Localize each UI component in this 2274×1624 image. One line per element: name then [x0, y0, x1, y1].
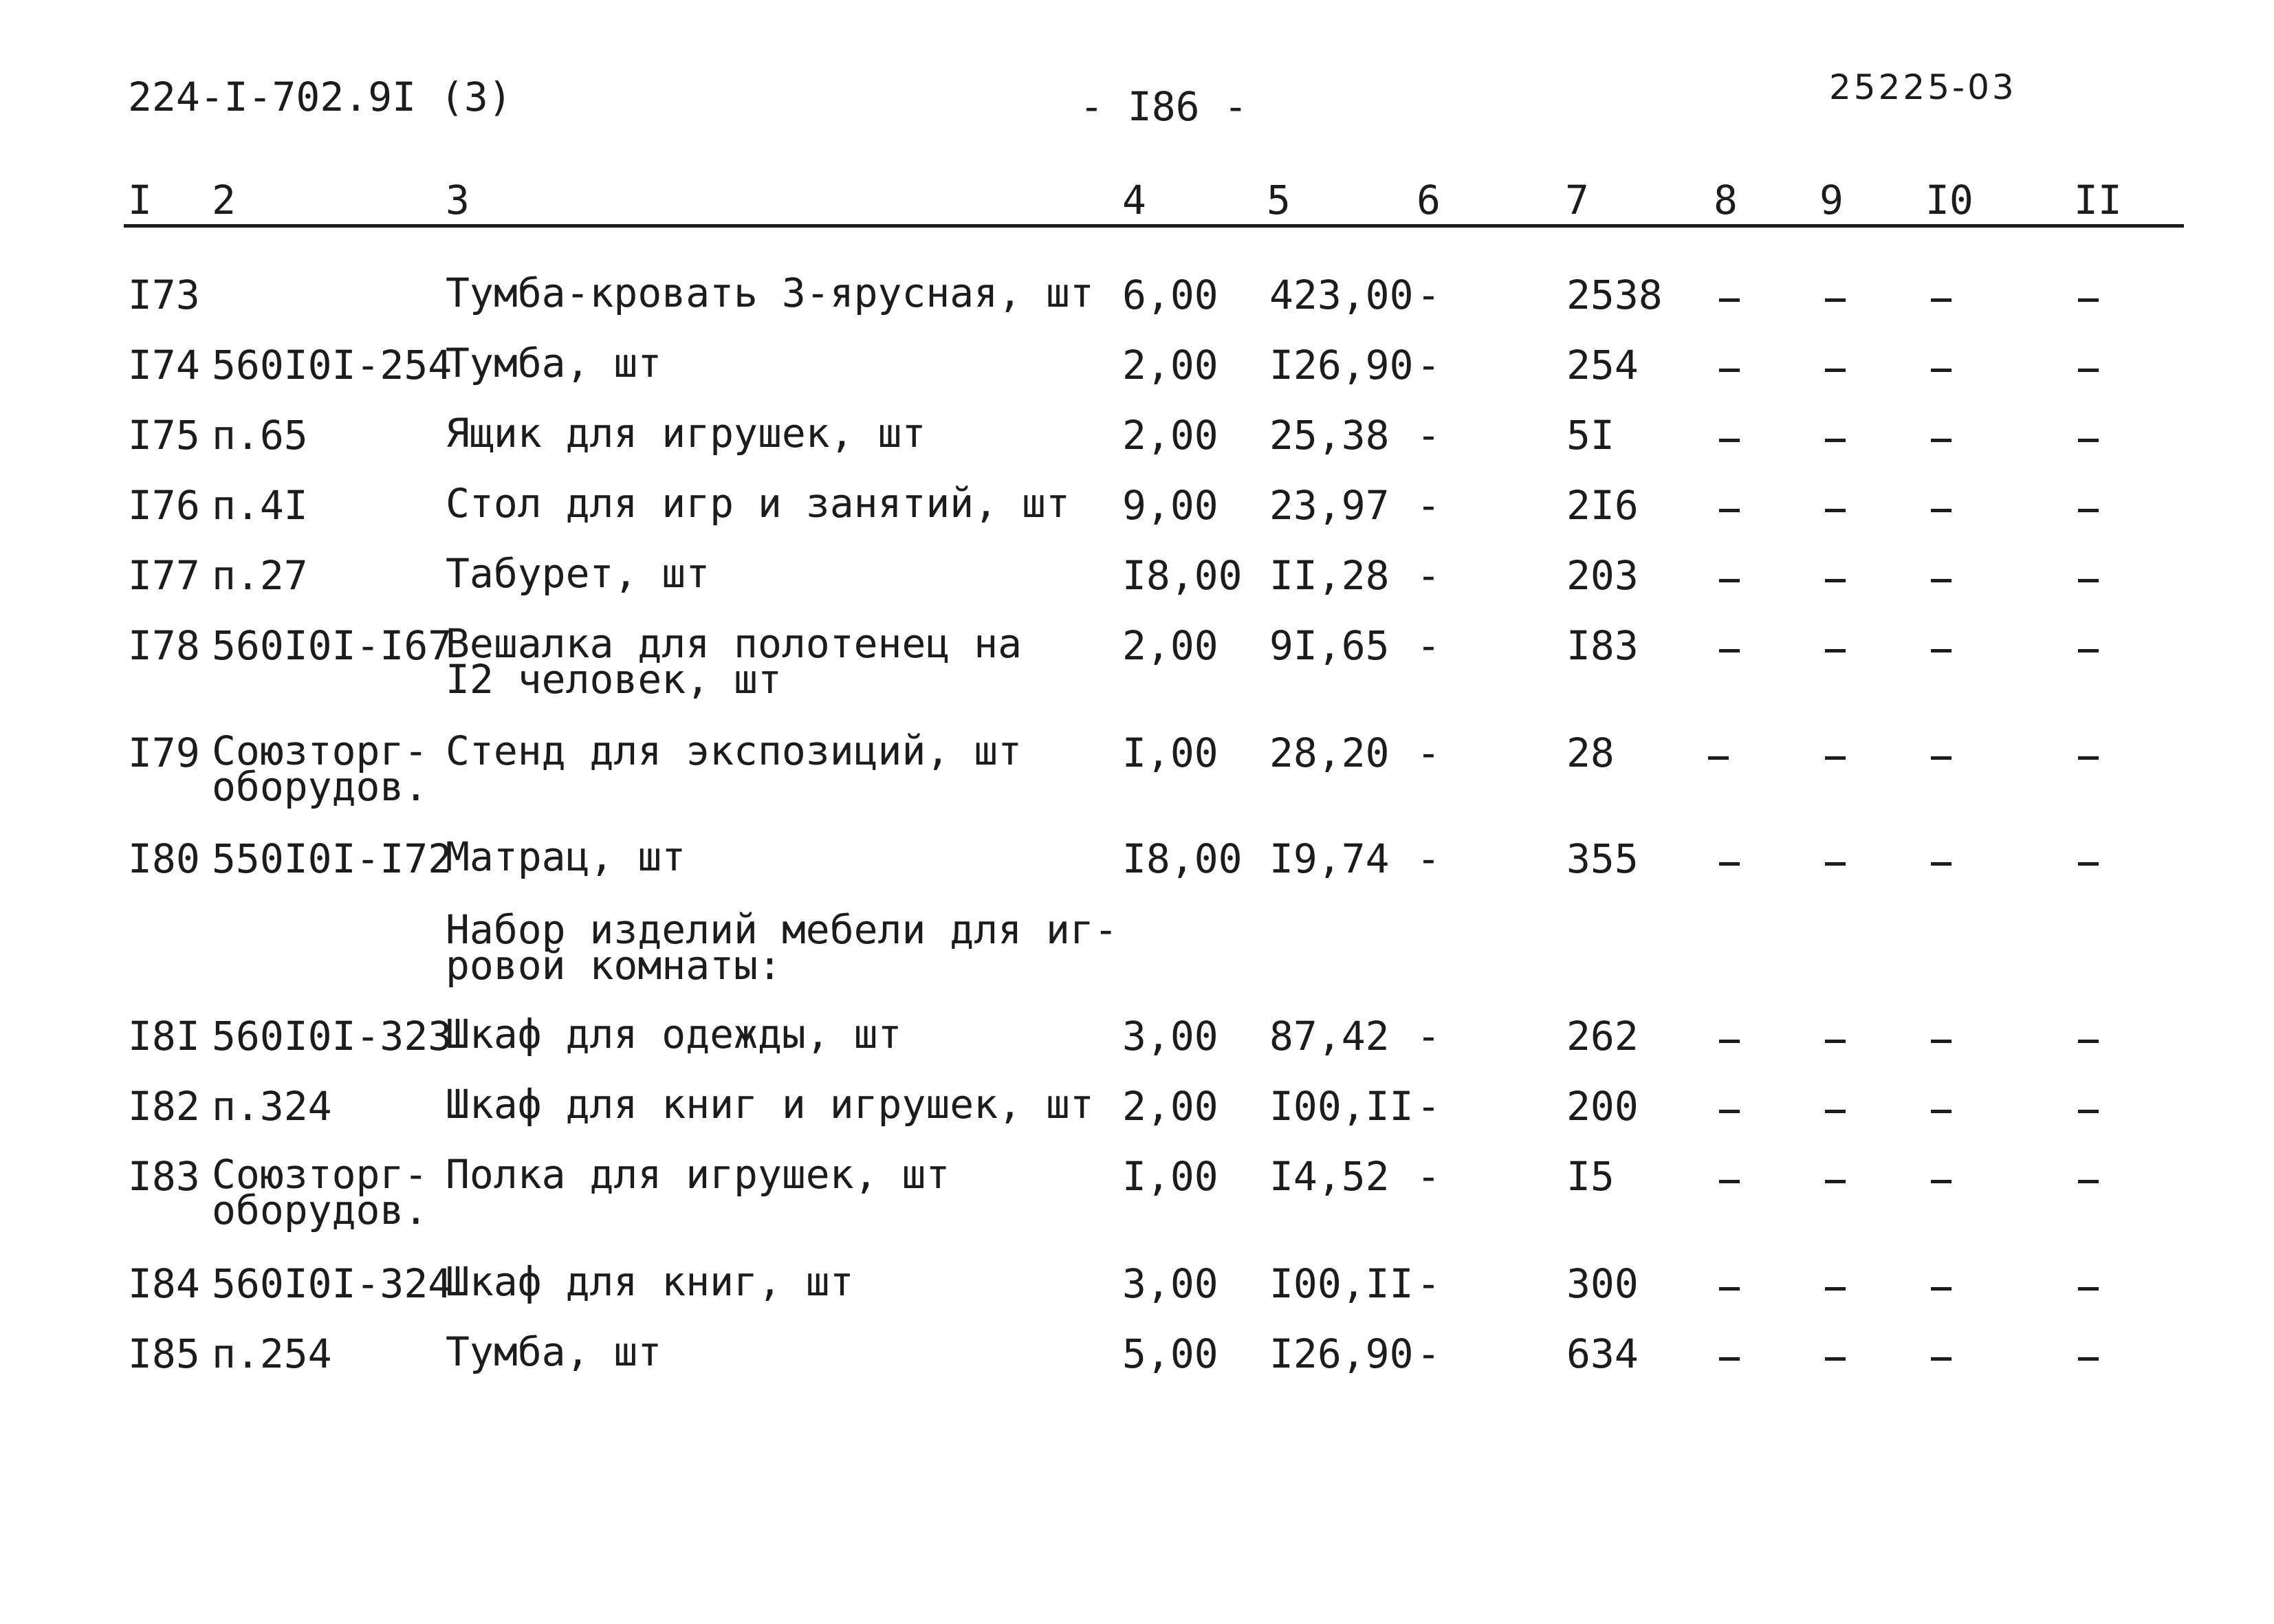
empty-dash [1825, 369, 1846, 372]
quantity: 9,00 [1122, 482, 1218, 529]
empty-dash [1825, 579, 1846, 582]
empty-dash [2078, 509, 2099, 512]
empty-dash [2078, 439, 2099, 442]
item-name: Стол для игр и занятий, шт [446, 480, 1070, 527]
total-cost: 634 [1566, 1330, 1639, 1377]
item-name: Шкаф для книг и игрушек, шт [446, 1081, 1094, 1128]
unit-price: 23,97 [1269, 482, 1390, 529]
item-name: Матрац, шт [446, 833, 686, 880]
total-cost: 28 [1566, 729, 1615, 776]
item-name: Тумба, шт [446, 1328, 662, 1375]
reference-code: п.254 [212, 1330, 332, 1377]
reference-code: п.65 [212, 412, 308, 459]
column-header-1: I [128, 177, 152, 223]
column-6-value: - [1417, 729, 1441, 776]
row-number: I74 [128, 342, 200, 388]
empty-dash [1825, 298, 1846, 302]
unit-price: 28,20 [1269, 729, 1390, 776]
empty-dash [1719, 1287, 1740, 1291]
empty-dash [1931, 649, 1952, 652]
column-header-2: 2 [212, 177, 236, 223]
unit-price: 25,38 [1269, 412, 1390, 459]
empty-dash [1719, 298, 1740, 302]
quantity: 2,00 [1122, 412, 1218, 459]
column-header-3: 3 [446, 177, 470, 223]
unit-price: 423,00 [1269, 272, 1414, 318]
empty-dash [1719, 439, 1740, 442]
quantity: 6,00 [1122, 272, 1218, 318]
total-cost: 200 [1566, 1083, 1639, 1130]
empty-dash [1931, 1287, 1952, 1291]
column-6-value: - [1417, 1330, 1441, 1377]
empty-dash [2078, 298, 2099, 302]
row-number: I8I [128, 1013, 200, 1060]
reference-code: 560I0I-324 [212, 1260, 452, 1307]
column-header-11: II [2074, 177, 2122, 223]
empty-dash [2078, 1180, 2099, 1183]
empty-dash [1719, 579, 1740, 582]
section-heading: Набор изделий мебели для иг- ровой комнаты: [446, 906, 1118, 989]
empty-dash [2078, 1040, 2099, 1043]
empty-dash [1719, 1040, 1740, 1043]
empty-dash [1825, 1180, 1846, 1183]
unit-price: I00,II [1269, 1260, 1414, 1307]
reference-code: 560I0I-I67 [212, 622, 452, 669]
empty-dash [1825, 1287, 1846, 1291]
empty-dash [2078, 649, 2099, 652]
item-name: Табурет, шт [446, 550, 710, 597]
item-name: Тумба, шт [446, 340, 662, 386]
empty-dash [1931, 298, 1952, 302]
empty-dash [1931, 439, 1952, 442]
column-6-value: - [1417, 1260, 1441, 1307]
unit-price: I9,74 [1269, 835, 1390, 882]
empty-dash [1931, 756, 1952, 760]
item-name: Шкаф для одежды, шт [446, 1011, 902, 1057]
empty-dash [1931, 1180, 1952, 1183]
reference-code: 550I0I-I72 [212, 835, 452, 882]
row-number: I73 [128, 272, 200, 318]
empty-dash [2078, 579, 2099, 582]
column-6-value: - [1417, 272, 1441, 318]
empty-dash [1825, 509, 1846, 512]
quantity: 2,00 [1122, 622, 1218, 669]
row-number: I79 [128, 729, 200, 776]
column-6-value: - [1417, 552, 1441, 599]
empty-dash [1719, 862, 1740, 866]
total-cost: 2538 [1566, 272, 1663, 318]
column-6-value: - [1417, 482, 1441, 529]
total-cost: I5 [1566, 1153, 1615, 1200]
empty-dash [1931, 509, 1952, 512]
total-cost: 355 [1566, 835, 1639, 882]
row-number: I84 [128, 1260, 200, 1307]
column-6-value: - [1417, 835, 1441, 882]
empty-dash [1931, 1357, 1952, 1361]
total-cost: 5I [1566, 412, 1615, 459]
reference-code: Союзторг- оборудов. [212, 1151, 428, 1233]
page-number: - I86 - [1080, 83, 1248, 130]
reference-code: 560I0I-254 [212, 342, 452, 388]
row-number: I85 [128, 1330, 200, 1377]
empty-dash [1708, 756, 1729, 760]
total-cost: I83 [1566, 622, 1639, 669]
row-number: I75 [128, 412, 200, 459]
row-number: I80 [128, 835, 200, 882]
column-6-value: - [1417, 1083, 1441, 1130]
row-number: I83 [128, 1153, 200, 1200]
empty-dash [1931, 862, 1952, 866]
empty-dash [1825, 439, 1846, 442]
empty-dash [1719, 649, 1740, 652]
quantity: I,00 [1122, 729, 1218, 776]
quantity: 5,00 [1122, 1330, 1218, 1377]
row-number: I76 [128, 482, 200, 529]
column-header-6: 6 [1417, 177, 1441, 223]
quantity: 3,00 [1122, 1013, 1218, 1060]
reference-code: п.324 [212, 1083, 332, 1130]
empty-dash [2078, 1287, 2099, 1291]
empty-dash [1719, 1110, 1740, 1113]
unit-price: I4,52 [1269, 1153, 1390, 1200]
empty-dash [2078, 369, 2099, 372]
empty-dash [2078, 1110, 2099, 1113]
item-name: Тумба-кровать 3-ярусная, шт [446, 270, 1094, 316]
row-number: I78 [128, 622, 200, 669]
quantity: I,00 [1122, 1153, 1218, 1200]
inventory-number: 25225-03 [1829, 67, 2017, 107]
quantity: 3,00 [1122, 1260, 1218, 1307]
item-name: Полка для игрушек, шт [446, 1151, 950, 1198]
empty-dash [1931, 1110, 1952, 1113]
column-6-value: - [1417, 622, 1441, 669]
empty-dash [1825, 862, 1846, 866]
column-header-10: I0 [1925, 177, 1974, 223]
empty-dash [1719, 369, 1740, 372]
quantity: 2,00 [1122, 1083, 1218, 1130]
column-header-5: 5 [1267, 177, 1291, 223]
empty-dash [2078, 1357, 2099, 1361]
column-6-value: - [1417, 1013, 1441, 1060]
quantity: 2,00 [1122, 342, 1218, 388]
column-header-7: 7 [1565, 177, 1589, 223]
unit-price: 9I,65 [1269, 622, 1390, 669]
column-6-value: - [1417, 342, 1441, 388]
unit-price: I00,II [1269, 1083, 1414, 1130]
empty-dash [1719, 509, 1740, 512]
item-name: Вешалка для полотенец на I2 человек, шт [446, 620, 1023, 703]
document-code: 224-I-702.9I (3) [128, 74, 512, 120]
empty-dash [1931, 1040, 1952, 1043]
header-rule [124, 224, 2184, 228]
reference-code: п.4I [212, 482, 308, 529]
empty-dash [1825, 1110, 1846, 1113]
empty-dash [1825, 1040, 1846, 1043]
unit-price: I26,90 [1269, 342, 1414, 388]
column-6-value: - [1417, 1153, 1441, 1200]
reference-code: п.27 [212, 552, 308, 599]
reference-code: Союзторг- оборудов. [212, 727, 428, 810]
column-header-9: 9 [1819, 177, 1844, 223]
total-cost: 262 [1566, 1013, 1639, 1060]
empty-dash [1825, 1357, 1846, 1361]
row-number: I77 [128, 552, 200, 599]
unit-price: II,28 [1269, 552, 1390, 599]
item-name: Шкаф для книг, шт [446, 1258, 854, 1305]
empty-dash [1719, 1357, 1740, 1361]
quantity: I8,00 [1122, 835, 1243, 882]
empty-dash [1931, 579, 1952, 582]
column-header-8: 8 [1714, 177, 1738, 223]
unit-price: 87,42 [1269, 1013, 1390, 1060]
quantity: I8,00 [1122, 552, 1243, 599]
total-cost: 254 [1566, 342, 1639, 388]
empty-dash [2078, 756, 2099, 760]
empty-dash [2078, 862, 2099, 866]
total-cost: 300 [1566, 1260, 1639, 1307]
empty-dash [1825, 649, 1846, 652]
empty-dash [1719, 1180, 1740, 1183]
column-header-4: 4 [1122, 177, 1146, 223]
unit-price: I26,90 [1269, 1330, 1414, 1377]
empty-dash [1931, 369, 1952, 372]
item-name: Стенд для экспозиций, шт [446, 727, 1023, 774]
row-number: I82 [128, 1083, 200, 1130]
column-6-value: - [1417, 412, 1441, 459]
total-cost: 2I6 [1566, 482, 1639, 529]
reference-code: 560I0I-323 [212, 1013, 452, 1060]
item-name: Ящик для игрушек, шт [446, 410, 926, 457]
empty-dash [1825, 756, 1846, 760]
total-cost: 203 [1566, 552, 1639, 599]
